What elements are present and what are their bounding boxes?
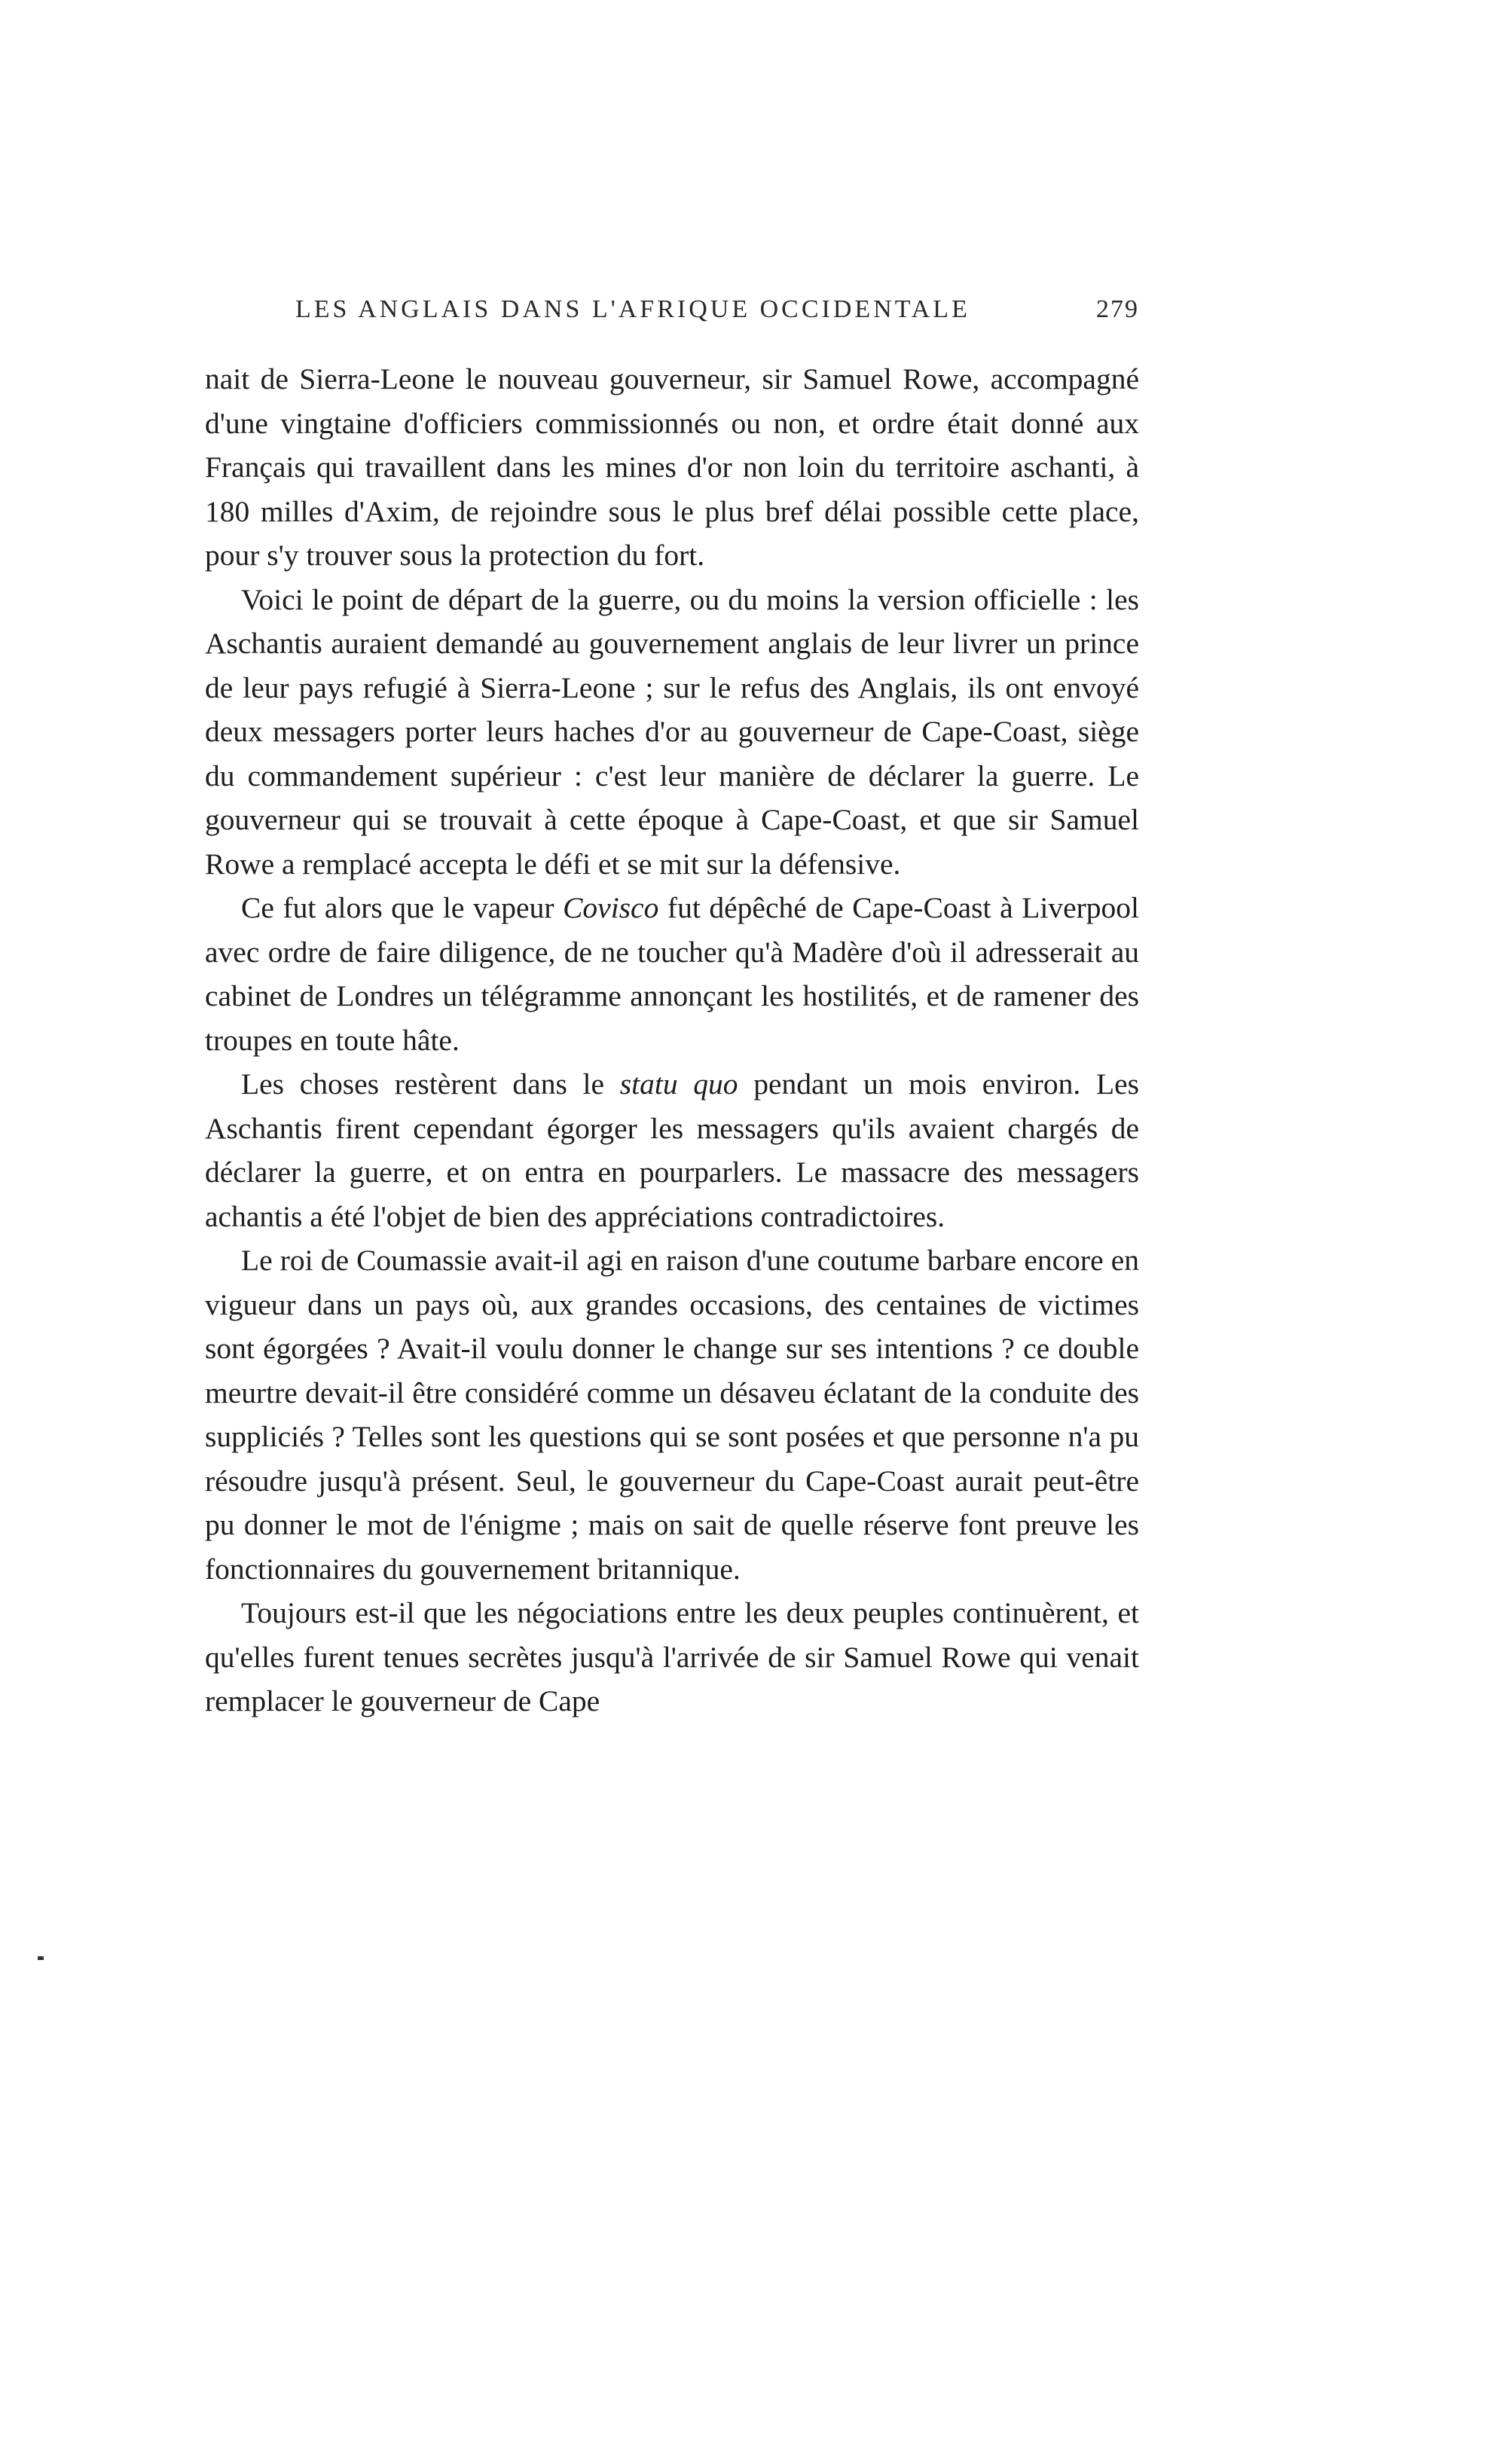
paragraph-5: Le roi de Coumassie avait-il agi en raison d'une coutume barbare encore en vigueur dans un pays où, aux grandes occasions, des centaines de victimes sont égorgées ? Avait-il voulu donner le change sur ses intentions ? ce double meurtre devait-il être considéré comme un désaveu éclatant de la conduite des suppliciés ? Telles sont les questions qui se sont posées et que personne n'a pu résoudre jusqu'à présent. Seul, le gouverneur du Cape-Coast aurait peut-être pu donner le mot de l'énigme ; mais on sait de quelle réserve font preuve les fonctionnaires du gouvernement britannique. <box>205 1244 1139 1586</box>
paragraph-6: Toujours est-il que les négociations entre les deux peuples continuèrent, et qu'elles furent tenues secrètes jusqu'à l'arrivée de sir Samuel Rowe qui venait remplacer le gouverneur de Cape <box>205 1596 1139 1717</box>
ship-name-covisco: Covisco <box>563 891 659 924</box>
body-text <box>205 357 1139 1724</box>
paragraph-4 <box>205 1062 1139 1238</box>
paragraph-1: nait de Sierra-Leone le nouveau gouverneur, sir Samuel Rowe, accompagné d'une vingtaine d'officiers commissionnés ou non, et ordre était donné aux Français qui travaillent dans les mines d'or non loin du territoire aschanti, à 180 milles d'Axim, de rejoindre sous le plus bref délai possible cette place, pour s'y trouver sous la protection du fort. <box>205 362 1139 572</box>
paragraph-2: Voici le point de départ de la guerre, ou du moins la version officielle : les Aschantis auraient demandé au gouvernement anglais de leur livrer un prince de leur pays refugié à Sierra-Leone ; sur le refus des Anglais, ils ont envoyé deux messagers porter leurs haches d'or au gouverneur de Cape-Coast, siège du commandement supérieur : c'est leur manière de déclarer la guerre. Le gouverneur qui se trouvait à cette époque à Cape-Coast, et que sir Samuel Rowe a remplacé accepta le défi et se mit sur la défensive. <box>205 582 1139 881</box>
paragraph-3-text-after: fut dépêché de Cape-Coast à Liverpool avec ordre de faire diligence, de ne toucher qu'à Madère d'où il adresserait au cabinet de Londres un télégramme annonçant les hostilités, et de ramener des troupes en toute hâte. <box>205 891 1139 1057</box>
paragraph-4-text-before: Les choses restèrent dans le <box>241 1067 620 1101</box>
paragraph-4-text-after: pendant un mois environ. Les Aschantis firent cependant égorger les messagers qu'ils avaient chargés de déclarer la guerre, et on entra en pourparlers. Le massacre des messagers achantis a été l'objet de bien des appréciations contradictoires. <box>205 1067 1139 1233</box>
margin-mark <box>38 1956 44 1960</box>
paragraph-3-text-before: Ce fut alors que le vapeur <box>241 891 564 924</box>
running-title: LES ANGLAIS DANS L'AFRIQUE OCCIDENTALE <box>295 295 970 323</box>
page-number: 279 <box>1096 295 1139 323</box>
running-head <box>295 295 1139 336</box>
latin-phrase-statu-quo: statu quo <box>619 1067 738 1101</box>
paragraph-3 <box>205 886 1139 1062</box>
